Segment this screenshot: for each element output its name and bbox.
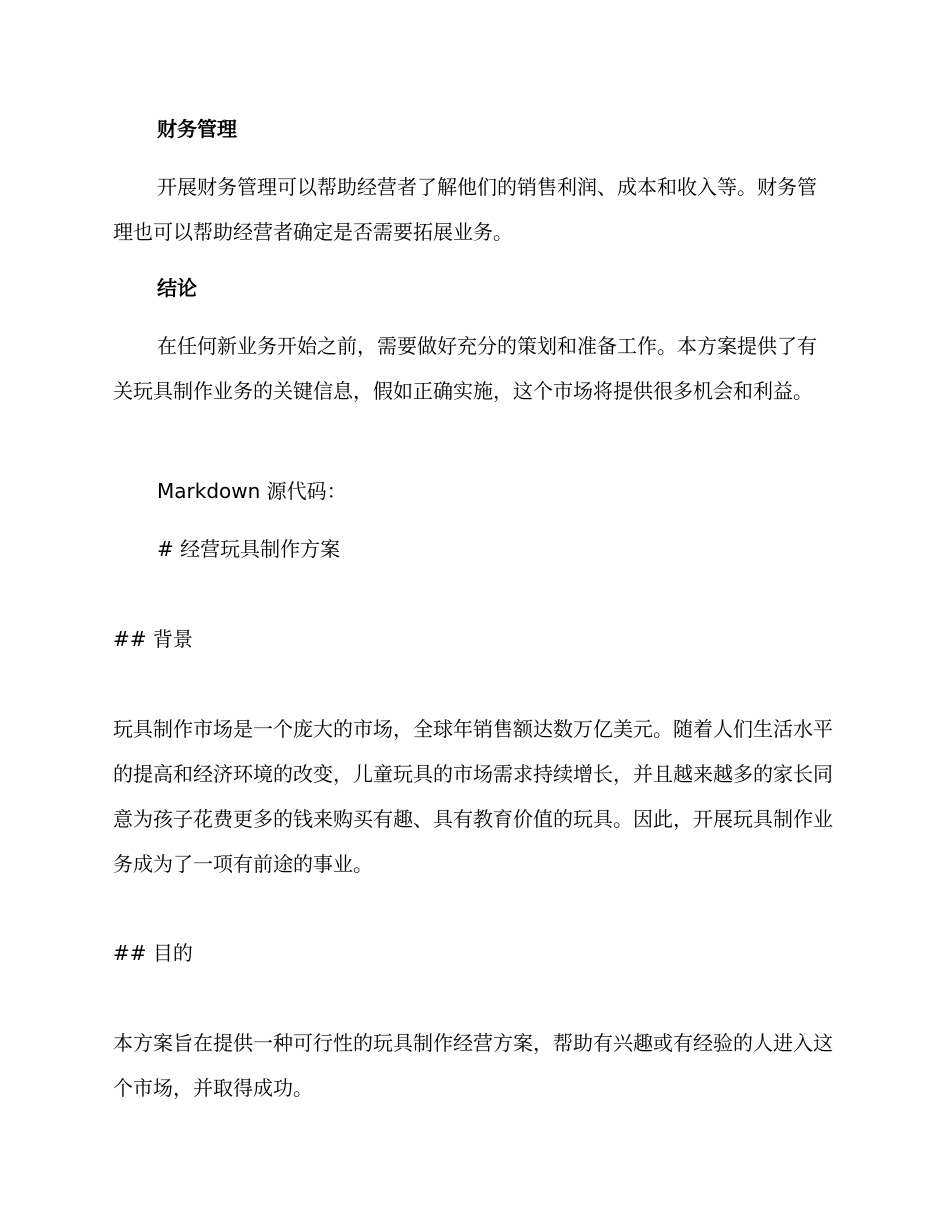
- markdown-label: Markdown 源代码：: [157, 479, 347, 503]
- background-paragraph: 玩具制作市场是一个庞大的市场，全球年销售额达数万亿美元。随着人们生活水平的提高和经济环境的改变，儿童玩具的市场需求持续增长，并且越来越多的家长同意为孩子花费更多的钱来购买有趣、具有教育价值的玩具。因此，开展玩具制作业务成为了一项有前途的事业。: [113, 717, 833, 876]
- purpose-heading: ## 目的: [113, 941, 193, 965]
- finance-paragraph: 开展财务管理可以帮助经营者了解他们的销售利润、成本和收入等。财务管理也可以帮助经营者确定是否需要拓展业务。: [113, 175, 817, 244]
- finance-heading: 财务管理: [157, 117, 237, 141]
- conclusion-heading: 结论: [157, 276, 197, 300]
- conclusion-paragraph: 在任何新业务开始之前，需要做好充分的策划和准备工作。本方案提供了有关玩具制作业务的关键信息，假如正确实施，这个市场将提供很多机会和利益。: [113, 334, 817, 403]
- markdown-title: # 经营玩具制作方案: [157, 537, 341, 561]
- purpose-paragraph: 本方案旨在提供一种可行性的玩具制作经营方案，帮助有兴趣或有经验的人进入这个市场，并取得成功。: [113, 1031, 833, 1100]
- background-heading: ## 背景: [113, 627, 193, 651]
